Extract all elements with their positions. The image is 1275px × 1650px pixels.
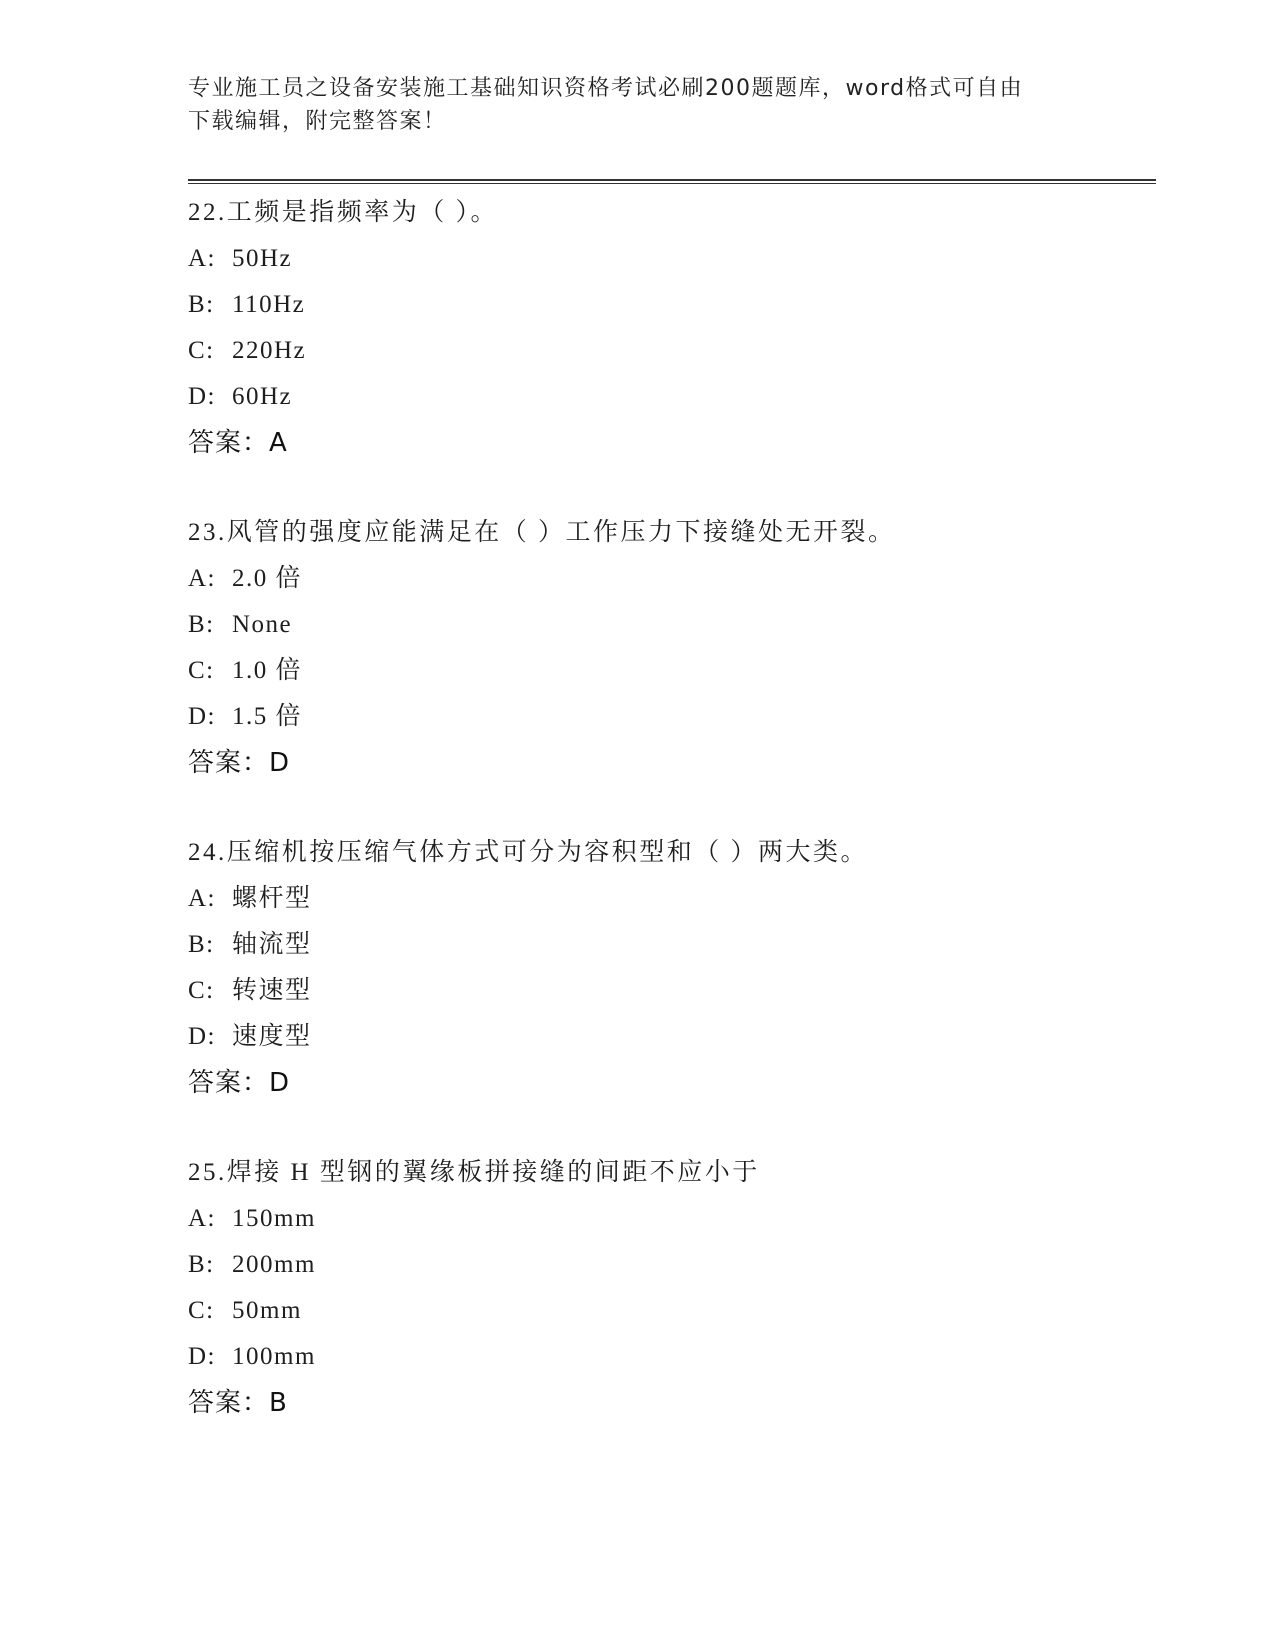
option-b: [188, 602, 1148, 648]
answer-line: 答案：D: [188, 1068, 291, 1098]
question-24: [188, 830, 1148, 1106]
option-text: 螺杆型: [232, 885, 312, 912]
option-text: 110Hz: [232, 291, 306, 318]
option-c: [188, 1288, 1148, 1334]
option-letter: A:: [188, 1205, 216, 1232]
option-text: 轴流型: [232, 931, 312, 958]
option-text: 100mm: [232, 1343, 316, 1370]
question-22: [188, 190, 1148, 466]
question-stem: 25.焊接 H 型钢的翼缘板拼接缝的间距不应小于: [188, 1159, 760, 1186]
question-25: [188, 1150, 1148, 1426]
question-stem: 24.压缩机按压缩气体方式可分为容积型和（ ）两大类。: [188, 839, 869, 866]
option-letter: C:: [188, 1297, 215, 1324]
option-text: 转速型: [232, 977, 312, 1004]
option-b: [188, 1242, 1148, 1288]
option-letter: B:: [188, 1251, 215, 1278]
option-b: [188, 922, 1148, 968]
option-letter: B:: [188, 931, 215, 958]
option-letter: C:: [188, 977, 215, 1004]
option-d: [188, 374, 1148, 420]
option-letter: A:: [188, 245, 216, 272]
option-d: [188, 1014, 1148, 1060]
answer-line: 答案：A: [188, 428, 288, 458]
question-stem: 22.工频是指频率为（ ）。: [188, 199, 499, 226]
header-line-2: 下载编辑，附完整答案！: [188, 109, 447, 134]
option-a: [188, 876, 1148, 922]
option-text: 50mm: [232, 1297, 302, 1324]
option-letter: D:: [188, 383, 216, 410]
header-divider-thick: [188, 179, 1156, 181]
option-c: [188, 648, 1148, 694]
option-d: [188, 694, 1148, 740]
option-letter: B:: [188, 611, 215, 638]
option-letter: A:: [188, 565, 216, 592]
option-letter: D:: [188, 1343, 216, 1370]
option-text: 2.0 倍: [232, 565, 303, 592]
option-a: [188, 556, 1148, 602]
question-23: [188, 510, 1148, 786]
question-stem: 23.风管的强度应能满足在（ ）工作压力下接缝处无开裂。: [188, 519, 896, 546]
option-text: 60Hz: [232, 383, 293, 410]
option-text: 220Hz: [232, 337, 307, 364]
option-c: [188, 328, 1148, 374]
option-letter: A:: [188, 885, 216, 912]
answer-line: 答案：B: [188, 1388, 288, 1418]
option-letter: D:: [188, 703, 216, 730]
option-text: 150mm: [232, 1205, 316, 1232]
option-text: 50Hz: [232, 245, 293, 272]
option-a: [188, 1196, 1148, 1242]
option-text: 1.0 倍: [232, 657, 303, 684]
option-c: [188, 968, 1148, 1014]
answer-line: 答案：D: [188, 748, 291, 778]
option-text: 1.5 倍: [232, 703, 303, 730]
option-letter: C:: [188, 657, 215, 684]
option-b: [188, 282, 1148, 328]
option-letter: C:: [188, 337, 215, 364]
document-header: [188, 72, 1088, 138]
header-line-1: 专业施工员之设备安装施工基础知识资格考试必刷200题题库，word格式可自由: [188, 76, 1024, 101]
option-letter: D:: [188, 1023, 216, 1050]
option-d: [188, 1334, 1148, 1380]
option-text: None: [232, 611, 293, 638]
option-letter: B:: [188, 291, 215, 318]
option-text: 200mm: [232, 1251, 316, 1278]
option-a: [188, 236, 1148, 282]
header-divider-thin: [188, 183, 1156, 184]
option-text: 速度型: [232, 1023, 312, 1050]
